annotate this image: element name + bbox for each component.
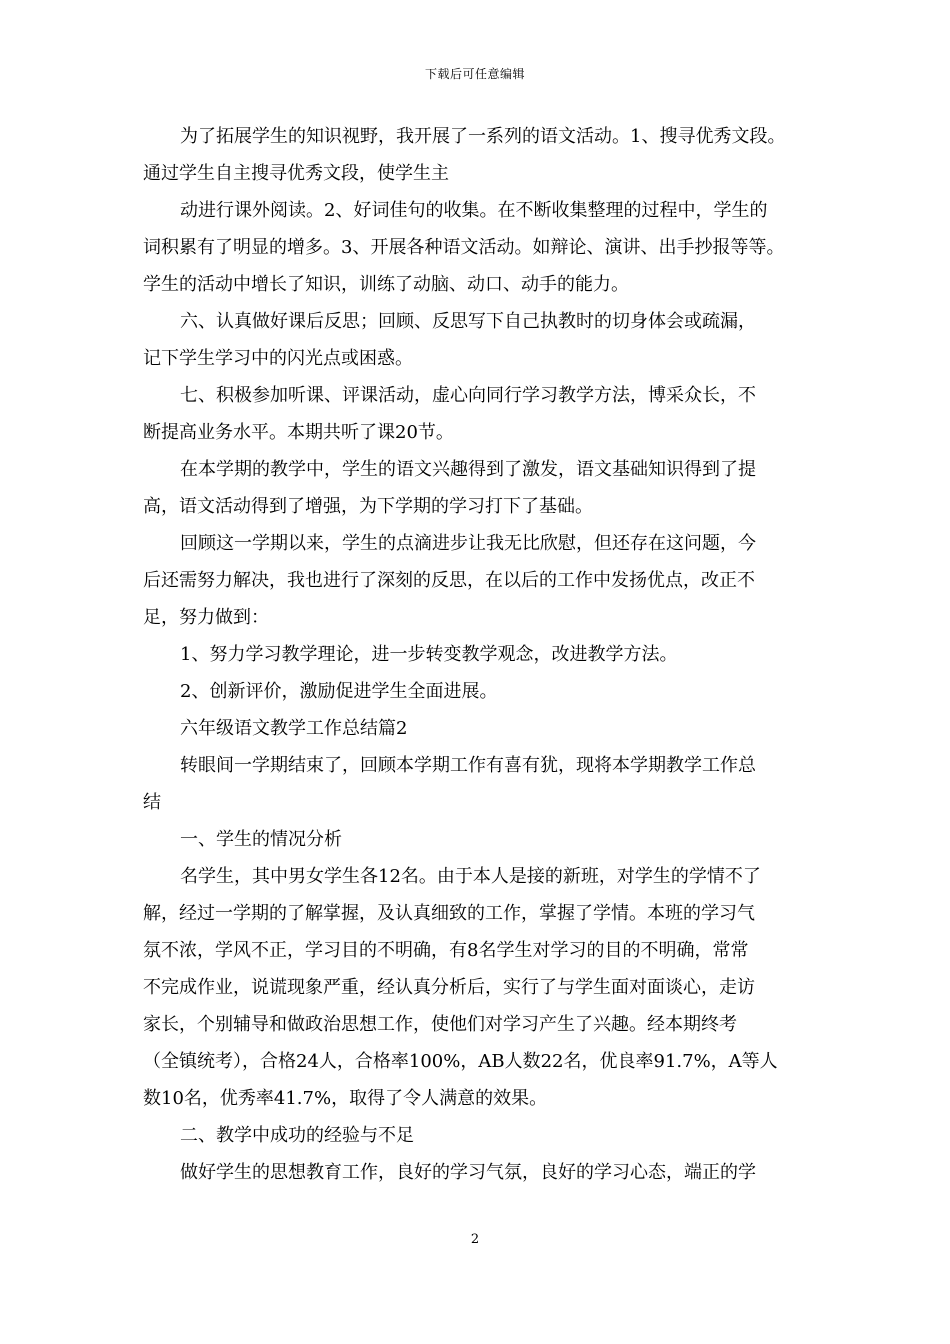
paragraph [143,673,823,710]
paragraph [143,303,823,377]
paragraph [143,525,823,636]
text-line: 六、认真做好课后反思；回顾、反思写下自己执教时的切身体会或疏漏， [180,311,756,332]
text-line: 足，努力做到： [143,607,269,628]
text-line: （全镇统考），合格24人，合格率100%，AB人数22名，优良率91.7%，A等人 [143,1051,778,1072]
page-number: 2 [470,1232,480,1247]
text-line: 2、创新评价，激励促进学生全面进展。 [180,681,498,702]
text-line: 记下学生学习中的闪光点或困惑。 [143,348,413,369]
paragraph [143,1154,823,1191]
paragraph [143,858,823,1117]
text-line: 回顾这一学期以来，学生的点滴进步让我无比欣慰，但还存在这问题，今 [180,533,756,554]
text-line: 转眼间一学期结束了，回顾本学期工作有喜有犹，现将本学期教学工作总 [180,755,756,776]
text-line: 结 [143,792,161,813]
section-heading [143,710,823,747]
text-line: 词积累有了明显的增多。3、开展各种语文活动。如辩论、演讲、出手抄报等等。 [143,237,785,258]
text-line: 通过学生自主搜寻优秀文段，使学生主 [143,163,449,184]
paragraph [143,747,823,821]
text-line: 七、积极参加听课、评课活动，虚心向同行学习教学方法，博采众长，不 [180,385,756,406]
text-line: 断提高业务水平。本期共听了课20节。 [143,422,454,443]
text-line: 六年级语文教学工作总结篇2 [180,718,408,739]
section-heading [143,821,823,858]
text-line: 动进行课外阅读。2、好词佳句的收集。在不断收集整理的过程中，学生的 [180,200,768,221]
text-line: 数10名，优秀率41.7%，取得了令人满意的效果。 [143,1088,548,1109]
text-line: 一、学生的情况分析 [180,829,342,850]
text-line: 学生的活动中增长了知识，训练了动脑、动口、动手的能力。 [143,274,629,295]
text-line: 二、教学中成功的经验与不足 [180,1125,414,1146]
document-body [143,118,823,1191]
paragraph [143,192,823,303]
text-line: 1、努力学习教学理论，进一步转变教学观念，改进教学方法。 [180,644,678,665]
page-header: 下载后可任意编辑 [424,67,525,81]
text-line: 氛不浓，学风不正，学习目的不明确，有8名学生对学习的目的不明确，常常 [143,940,749,961]
section-heading [143,1117,823,1154]
paragraph [143,451,823,525]
text-line: 做好学生的思想教育工作，良好的学习气氛，良好的学习心态，端正的学 [180,1162,756,1183]
paragraph [143,377,823,451]
paragraph [143,118,823,192]
text-line: 解，经过一学期的了解掌握，及认真细致的工作，掌握了学情。本班的学习气 [143,903,755,924]
text-line: 后还需努力解决，我也进行了深刻的反思，在以后的工作中发扬优点，改正不 [143,570,755,591]
text-line: 不完成作业，说谎现象严重，经认真分析后，实行了与学生面对面谈心，走访 [143,977,755,998]
text-line: 在本学期的教学中，学生的语文兴趣得到了激发，语文基础知识得到了提 [180,459,756,480]
paragraph [143,636,823,673]
text-line: 高，语文活动得到了增强，为下学期的学习打下了基础。 [143,496,593,517]
text-line: 为了拓展学生的知识视野，我开展了一系列的语文活动。1、搜寻优秀文段。 [180,126,786,147]
text-line: 名学生，其中男女学生各12名。由于本人是接的新班，对学生的学情不了 [180,866,761,887]
text-line: 家长，个别辅导和做政治思想工作，使他们对学习产生了兴趣。经本期终考 [143,1014,737,1035]
